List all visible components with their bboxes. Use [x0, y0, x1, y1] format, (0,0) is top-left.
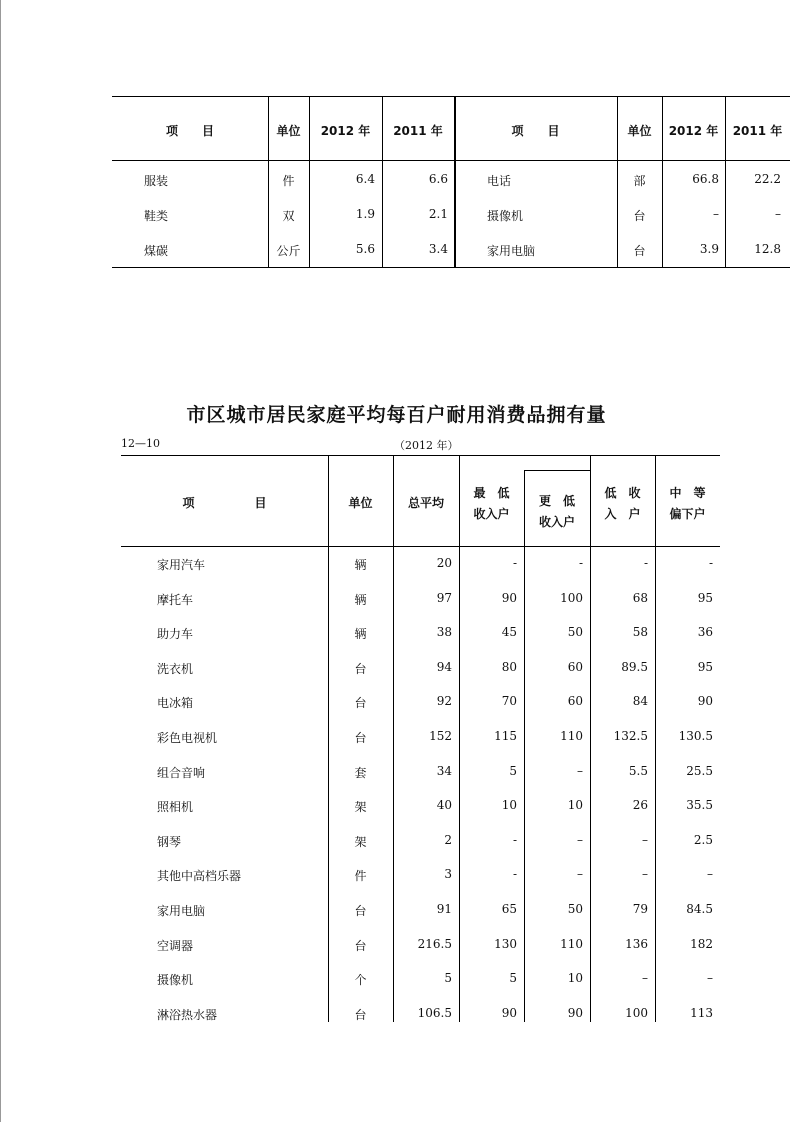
table1-header-unit-right: 单位: [627, 124, 652, 138]
row-lower: –: [577, 832, 583, 847]
row-name: 摄像机: [157, 973, 194, 988]
table2-header-lowest-line2: 收入户: [473, 507, 510, 521]
row-lowest: 70: [501, 694, 517, 709]
table2-header-lowest-line1: 最 低: [473, 486, 510, 500]
table1-header-2012-right: 2012 年: [668, 124, 719, 138]
row-value-2011: 6.6: [428, 172, 448, 186]
table1-header-unit: 单位: [276, 124, 301, 138]
table2-header-total: 总平均: [407, 496, 444, 510]
row-value-2011: 22.2: [754, 172, 781, 186]
row-lower: 60: [567, 694, 583, 709]
row-low: –: [642, 971, 648, 986]
row-unit: 辆: [354, 592, 367, 607]
row-lowest: 5: [509, 763, 517, 778]
row-midlow: 95: [697, 659, 713, 674]
table2-header-low-line2: 入 户: [604, 507, 641, 521]
row-lower: 50: [567, 625, 583, 640]
row-midlow: –: [707, 867, 713, 882]
row-low: 26: [632, 798, 648, 813]
row-lower: 110: [560, 936, 583, 951]
table1-header-item: 项 目: [165, 124, 214, 138]
row-lower: 100: [560, 590, 583, 605]
row-low: 136: [625, 936, 648, 951]
row-low: –: [642, 832, 648, 847]
row-midlow: 84.5: [686, 902, 713, 916]
table2-header-unit: 单位: [348, 496, 373, 510]
table2-top-rule: [121, 455, 720, 456]
row-name: 摩托车: [157, 592, 194, 607]
row-unit: 台: [354, 696, 367, 711]
row-lower: 10: [567, 971, 583, 986]
row-lower: –: [577, 867, 583, 882]
row-midlow: 36: [697, 625, 713, 640]
row-low: 68: [632, 590, 648, 605]
row-lower: 10: [567, 798, 583, 813]
table2-header-low-line1: 低 收: [604, 486, 641, 500]
row-name: 服装: [144, 174, 169, 188]
row-unit: 台: [354, 1007, 367, 1022]
row-total: 5: [444, 971, 452, 986]
row-total: 152: [429, 729, 452, 743]
row-total: 2: [444, 832, 452, 847]
table1-header-2011: 2011 年: [393, 124, 443, 138]
table2-header-lower-line2: 收入户: [538, 515, 575, 529]
table1-header-rule: [112, 160, 790, 161]
row-lowest: -: [512, 867, 517, 882]
row-low: 100: [625, 1005, 648, 1020]
row-midlow: -: [708, 556, 713, 570]
table2-header-midlow-line2: 偏下户: [669, 507, 706, 521]
row-unit: 个: [354, 973, 367, 988]
row-total: 20: [436, 556, 452, 570]
table1-header-2011-right: 2011 年: [732, 124, 783, 138]
row-value-2012: –: [713, 207, 719, 221]
table-code: 12—10: [121, 437, 160, 450]
row-unit: 台: [633, 244, 646, 258]
table-year: （2012 年）: [394, 439, 459, 452]
row-low: 84: [632, 694, 648, 709]
row-lowest: 5: [509, 971, 517, 986]
table1-header-item-right: 项 目: [511, 124, 560, 138]
row-value-2012: 1.9: [355, 207, 375, 221]
row-name: 家用电脑: [157, 904, 206, 918]
row-value-2012: 6.4: [355, 172, 375, 186]
row-value-2011: 2.1: [428, 207, 448, 221]
page-title: 市区城市居民家庭平均每百户耐用消费品拥有量: [186, 404, 607, 426]
table2-subheader-rule: [524, 470, 590, 471]
row-total: 91: [436, 902, 452, 916]
row-name: 洗衣机: [157, 661, 194, 676]
row-midlow: –: [707, 971, 713, 986]
row-midlow: 35.5: [686, 798, 713, 813]
row-unit: 台: [354, 661, 367, 676]
row-midlow: 130.5: [678, 729, 713, 743]
row-value-2012: 5.6: [355, 242, 375, 256]
row-lowest: -: [512, 832, 517, 847]
row-name: 家用汽车: [157, 558, 206, 572]
page-edge-line: [0, 0, 1, 1122]
row-low: 89.5: [621, 659, 648, 674]
table2-header-item: 项 目: [182, 496, 267, 510]
row-name: 彩色电视机: [157, 731, 218, 745]
row-value-2011: 3.4: [428, 242, 448, 256]
row-name: 摄像机: [487, 209, 524, 223]
row-total: 97: [436, 590, 452, 605]
row-unit: 双: [282, 209, 295, 223]
row-lowest: 115: [494, 729, 517, 743]
row-unit: 套: [354, 765, 367, 780]
row-lower: –: [577, 763, 583, 778]
row-name: 助力车: [157, 627, 194, 642]
row-low: 58: [632, 625, 648, 640]
row-name: 照相机: [157, 800, 194, 815]
row-name: 组合音响: [157, 765, 206, 780]
row-midlow: 90: [697, 694, 713, 709]
row-unit: 辆: [354, 558, 367, 572]
row-value-2012: 66.8: [692, 172, 719, 186]
row-name: 钢琴: [157, 834, 182, 849]
row-total: 106.5: [417, 1005, 452, 1020]
row-unit: 件: [282, 174, 295, 188]
row-name: 淋浴热水器: [157, 1007, 218, 1022]
row-unit: 台: [354, 938, 367, 953]
row-name: 电话: [487, 174, 512, 188]
row-name: 煤碳: [144, 244, 169, 258]
row-lower: 90: [567, 1005, 583, 1020]
row-midlow: 113: [690, 1005, 713, 1020]
row-total: 216.5: [417, 936, 452, 951]
row-value-2011: 12.8: [754, 242, 781, 256]
row-lowest: 130: [494, 936, 517, 951]
row-midlow: 2.5: [693, 832, 713, 847]
row-name: 其他中高档乐器: [157, 869, 242, 884]
table2-header-lower-line1: 更 低: [538, 494, 575, 508]
row-unit: 台: [354, 904, 367, 918]
row-lowest: 80: [501, 659, 517, 674]
row-name: 鞋类: [144, 209, 169, 223]
row-name: 空调器: [157, 938, 194, 953]
row-unit: 台: [354, 731, 367, 745]
row-value-2011: –: [775, 207, 781, 221]
row-total: 92: [436, 694, 452, 709]
row-total: 34: [436, 763, 452, 778]
row-low: -: [643, 556, 648, 570]
row-name: 家用电脑: [487, 244, 536, 258]
table2-header-rule: [121, 546, 720, 547]
row-midlow: 25.5: [686, 763, 713, 778]
row-name: 电冰箱: [157, 696, 194, 711]
row-lowest: 65: [501, 902, 517, 916]
row-unit: 架: [354, 800, 367, 815]
row-lower: 110: [560, 729, 583, 743]
row-lower: 50: [567, 902, 583, 916]
row-total: 94: [436, 659, 452, 674]
row-low: 132.5: [613, 729, 648, 743]
row-lowest: 45: [501, 625, 517, 640]
row-unit: 件: [354, 869, 367, 884]
row-low: 5.5: [628, 763, 648, 778]
table1-bottom-rule: [112, 267, 790, 268]
row-lowest: 10: [501, 798, 517, 813]
row-lowest: 90: [501, 1005, 517, 1020]
row-lower: -: [578, 556, 583, 570]
row-low: –: [642, 867, 648, 882]
table2-header-midlow-line1: 中 等: [669, 486, 706, 500]
row-lower: 60: [567, 659, 583, 674]
row-unit: 公斤: [276, 244, 301, 258]
row-value-2012: 3.9: [699, 242, 719, 256]
row-low: 79: [632, 902, 648, 916]
row-unit: 部: [633, 174, 646, 188]
row-lowest: -: [512, 556, 517, 570]
row-unit: 辆: [354, 627, 367, 642]
row-unit: 架: [354, 834, 367, 849]
row-lowest: 90: [501, 590, 517, 605]
table1-top-rule: [112, 96, 790, 97]
row-midlow: 182: [690, 936, 713, 951]
row-total: 40: [436, 798, 452, 813]
row-total: 38: [436, 625, 452, 640]
table1-header-2012: 2012 年: [320, 124, 371, 138]
row-total: 3: [444, 867, 452, 882]
row-unit: 台: [633, 209, 646, 223]
row-midlow: 95: [697, 590, 713, 605]
